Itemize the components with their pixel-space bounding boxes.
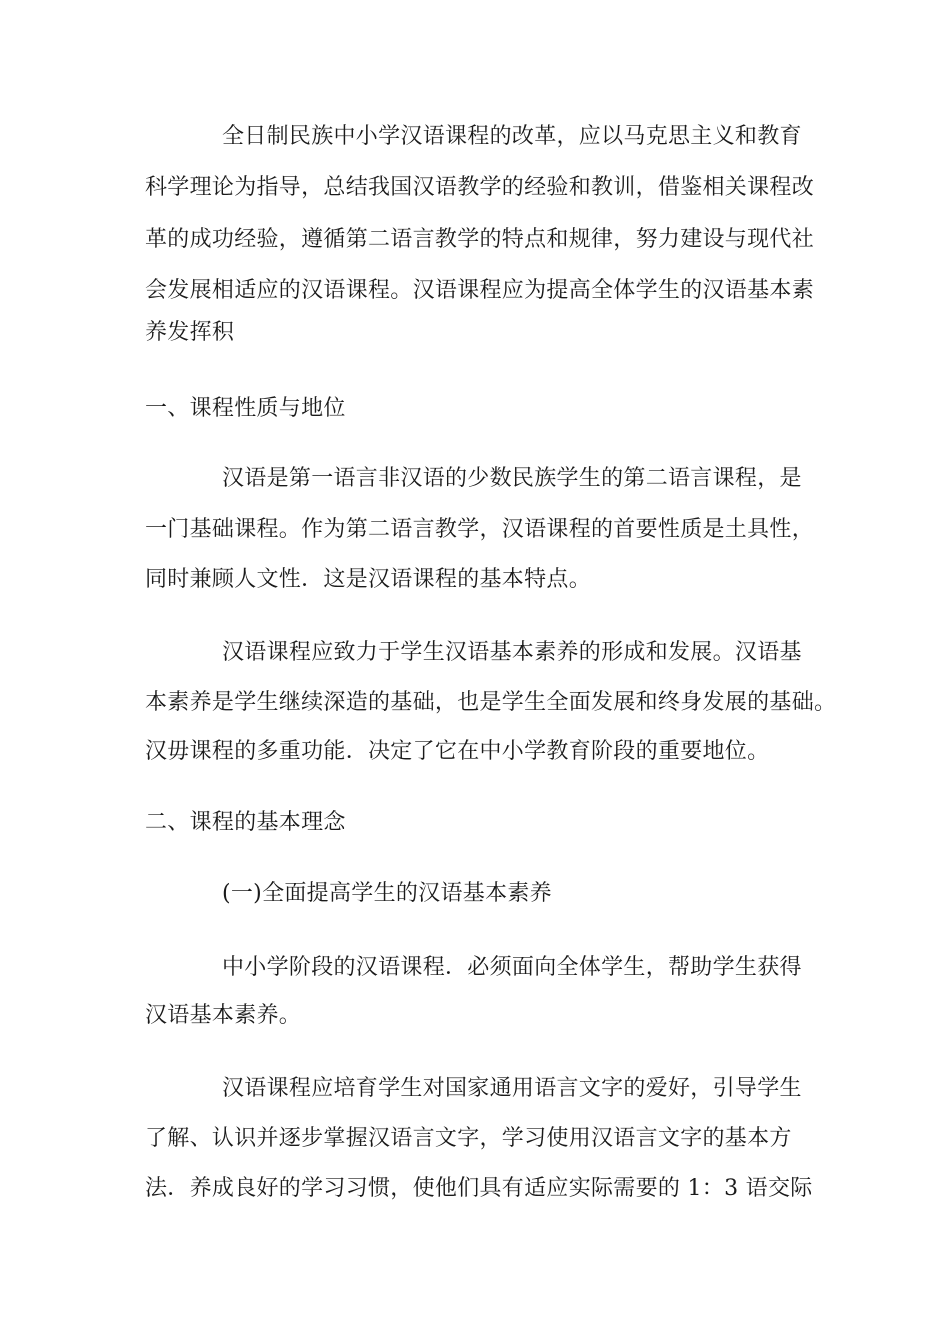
subsection-heading-1: (一)全面提高学生的汉语基本素养 bbox=[222, 881, 552, 906]
paragraph-line: 中小学阶段的汉语课程．必须面向全体学生，帮助学生获得 bbox=[222, 955, 802, 980]
section-heading-1: 一、课程性质与地位 bbox=[145, 396, 346, 421]
paragraph-line: 法．养成良好的学习习惯，使他们具有适应实际需要的 1：3 语交际 bbox=[145, 1176, 813, 1201]
paragraph-line: 革的成功经验，遵循第二语言教学的特点和规律，努力建设与现代社 bbox=[145, 227, 815, 252]
paragraph-line: 科学理论为指导，总结我国汉语教学的经验和教训，借鉴相关课程改 bbox=[145, 175, 815, 200]
paragraph-line: 了解、认识并逐步掌握汉语言文字，学习使用汉语言文字的基本方 bbox=[145, 1126, 792, 1151]
section-heading-2: 二、课程的基本理念 bbox=[145, 810, 346, 835]
paragraph-line: 汉毋课程的多重功能．决定了它在中小学教育阶段的重要地位。 bbox=[145, 739, 770, 764]
paragraph-line: 同时兼顾人文性．这是汉语课程的基本特点。 bbox=[145, 567, 592, 592]
paragraph-line: 一门基础课程。作为第二语言教学，汉语课程的首要性质是土具性， bbox=[145, 517, 815, 542]
paragraph-line: 汉语课程应致力于学生汉语基本素养的形成和发展。汉语基 bbox=[222, 640, 802, 665]
paragraph-line: 汉语基本素养。 bbox=[145, 1003, 302, 1028]
paragraph-line: 汉语课程应培育学生对国家通用语言文字的爱好，引导学生 bbox=[222, 1076, 802, 1101]
paragraph-line: 本素养是学生继续深造的基础，也是学生全面发展和终身发展的基础。 bbox=[145, 690, 837, 715]
paragraph-line: 养发挥积 bbox=[145, 320, 235, 345]
paragraph-line: 汉语是第一语言非汉语的少数民族学生的第二语言课程，是 bbox=[222, 466, 802, 491]
paragraph-line: 全日制民族中小学汉语课程的改革，应以马克思主义和教育 bbox=[222, 124, 802, 149]
paragraph-line: 会发展相适应的汉语课程。汉语课程应为提高全体学生的汉语基本素 bbox=[145, 278, 815, 303]
